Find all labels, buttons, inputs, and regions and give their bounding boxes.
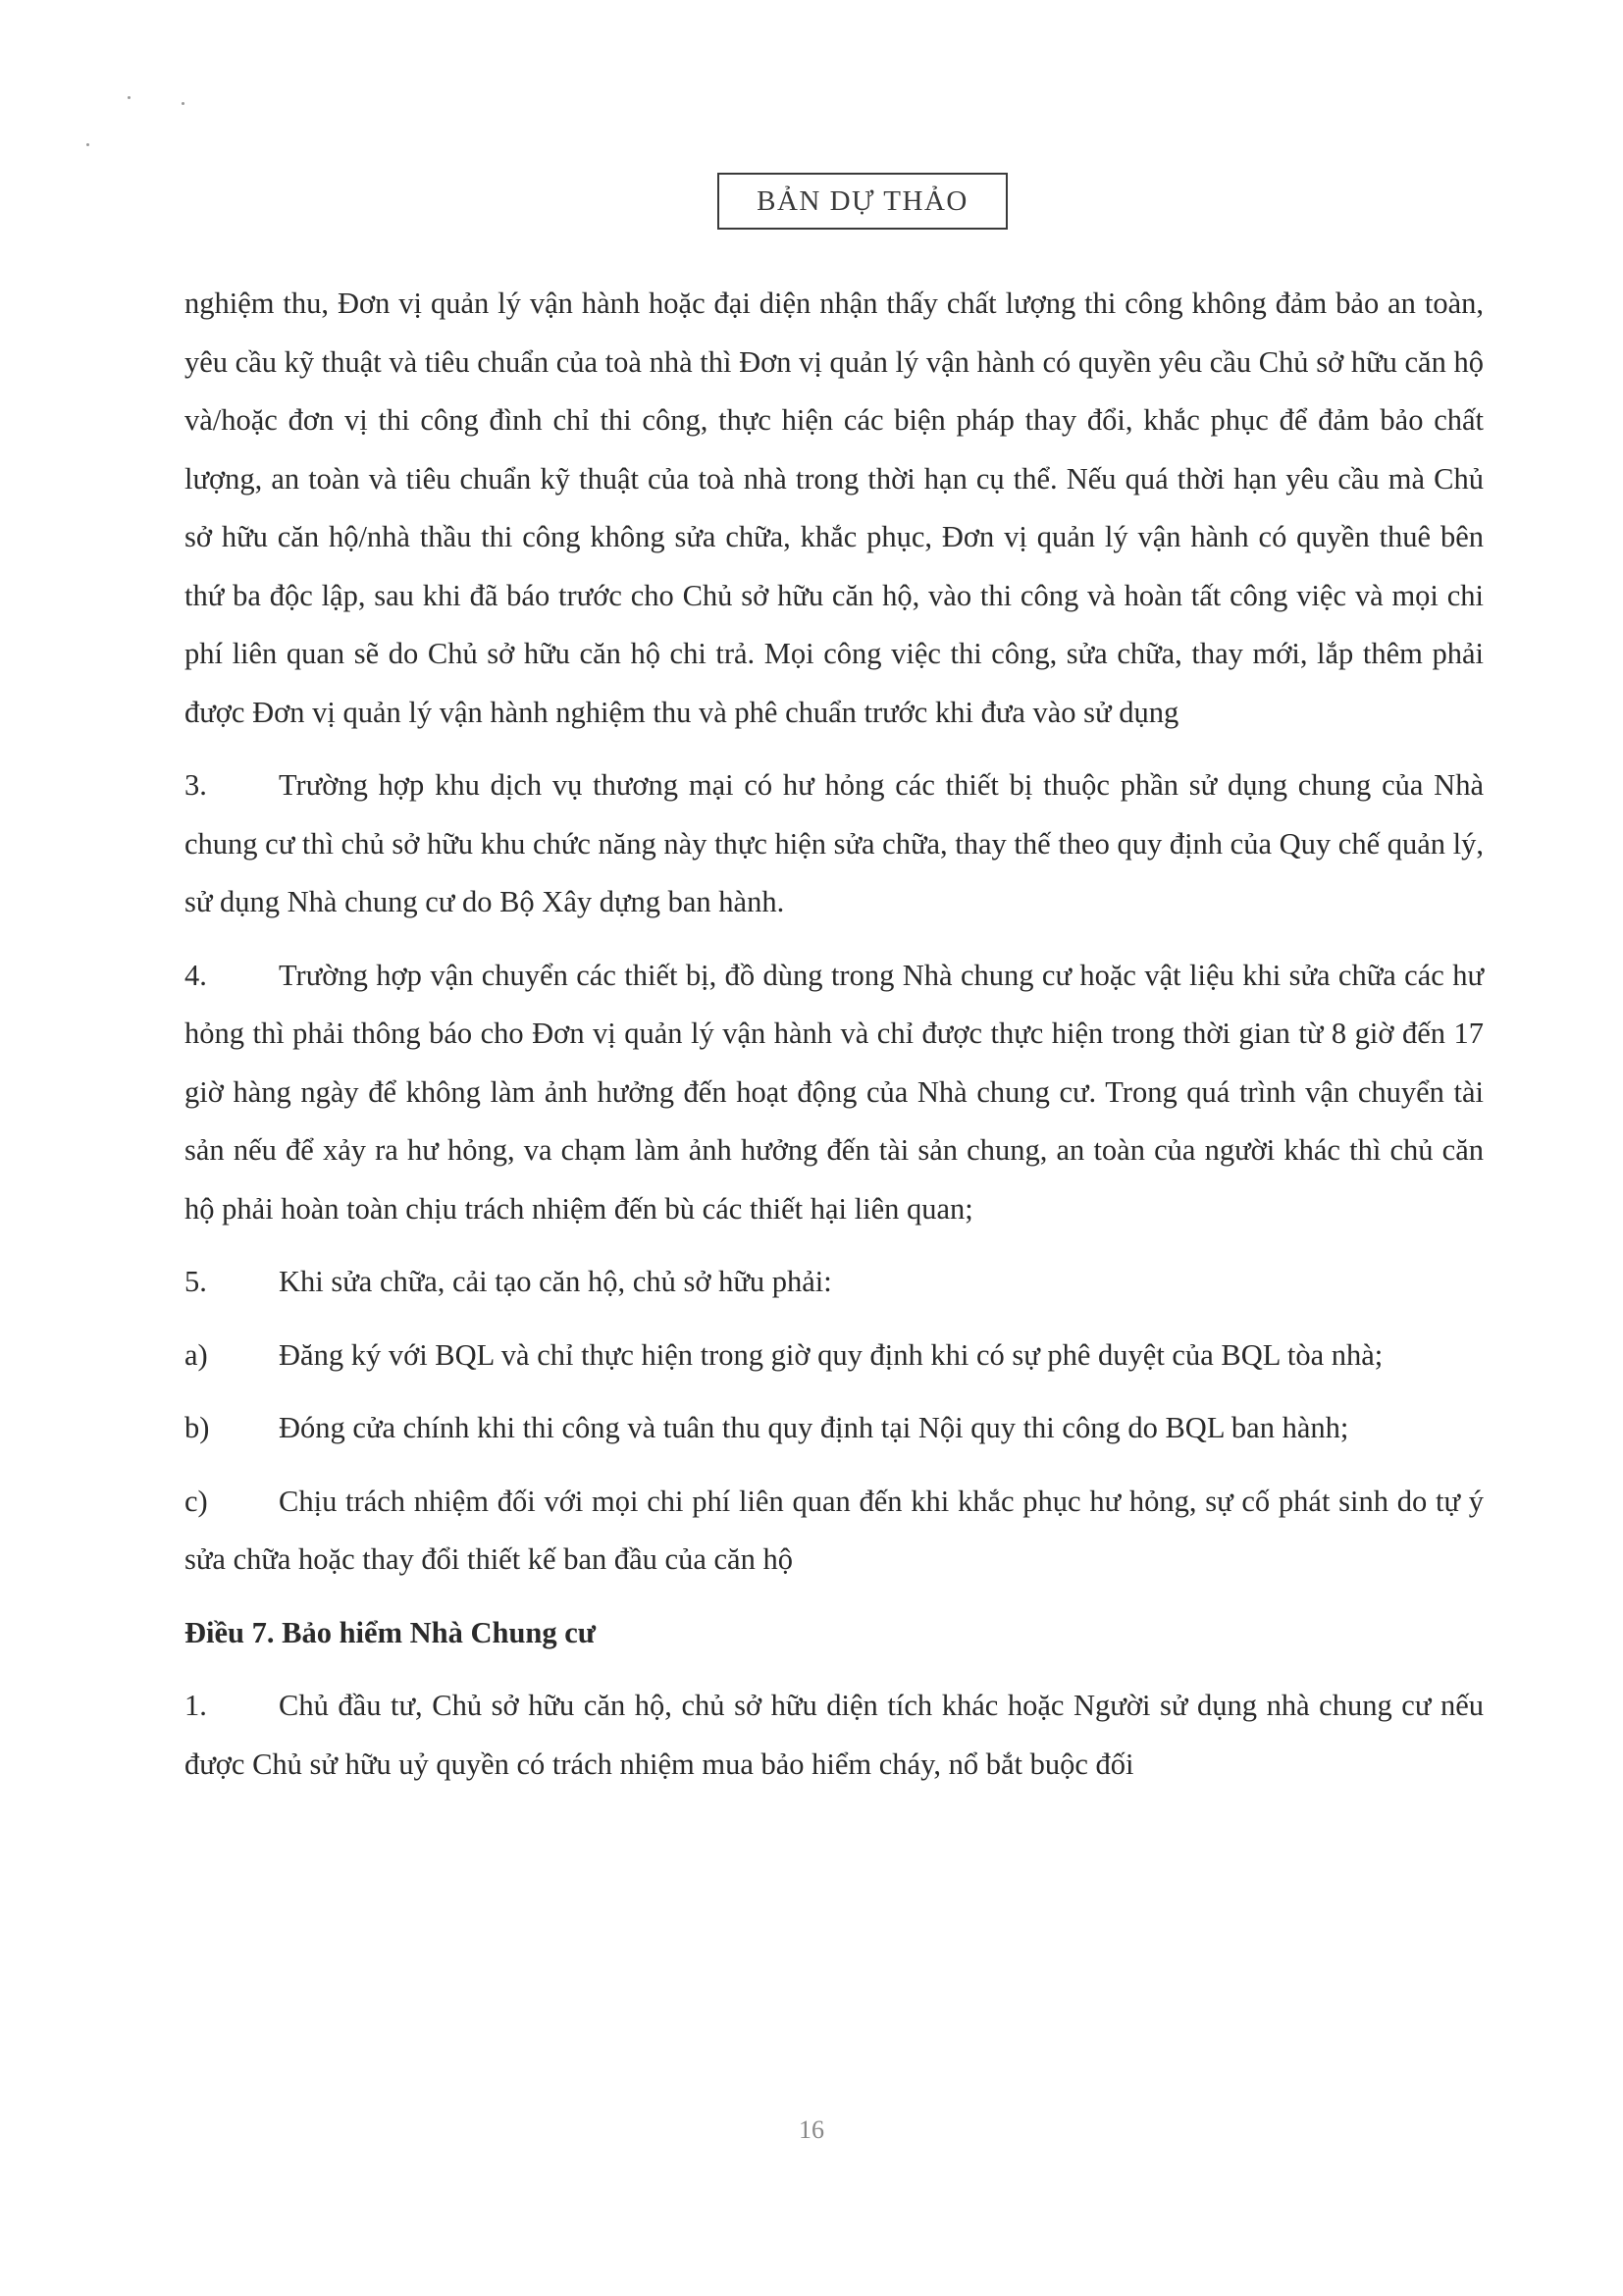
scan-speck	[128, 96, 131, 99]
document-body	[184, 275, 1484, 1808]
paragraph-continuation	[184, 275, 1484, 742]
sub-clause-text: Chịu trách nhiệm đối với mọi chi phí liên quan đến khi khắc phục hư hỏng, sự cố phát sinh do tự ý sửa chữa hoặc thay đổi thiết kế ban đầu của căn hộ	[184, 1484, 1484, 1576]
sub-clause-text: Đăng ký với BQL và chỉ thực hiện trong giờ quy định khi có sự phê duyệt của BQL tòa nhà;	[279, 1337, 1384, 1372]
clause-4	[184, 947, 1484, 1239]
clause-text: Trường hợp khu dịch vụ thương mại có hư hỏng các thiết bị thuộc phần sử dụng chung của Nhà chung cư thì chủ sở hữu khu chức năng này thực hiện sửa chữa, thay thế theo quy định của Quy chế quản lý, sử dụng Nhà chung cư do Bộ Xây dựng ban hành.	[184, 768, 1484, 918]
article-clause-1	[184, 1677, 1484, 1794]
clause-text: Chủ đầu tư, Chủ sở hữu căn hộ, chủ sở hữu diện tích khác hoặc Người sử dụng nhà chung cư nếu được Chủ sử hữu uỷ quyền có trách nhiệm mua bảo hiểm cháy, nổ bắt buộc đối	[184, 1689, 1484, 1781]
clause-number: 5.	[184, 1265, 207, 1298]
clause-text: Trường hợp vận chuyển các thiết bị, đồ dùng trong Nhà chung cư hoặc vật liệu khi sửa chữa các hư hỏng thì phải thông báo cho Đơn vị quản lý vận hành và chỉ được thực hiện trong thời gian từ 8 giờ đến 17 giờ hàng ngày để không làm ảnh hưởng đến hoạt động của Nhà chung cư. Trong quá trình vận chuyển tài sản nếu để xảy ra hư hỏng, va chạm làm ảnh hưởng đến tài sản chung, an toàn của người khác thì chủ căn hộ phải hoàn toàn chịu trách nhiệm đến bù các thiết hại liên quan;	[184, 958, 1484, 1226]
paragraph-text: nghiệm thu, Đơn vị quản lý vận hành hoặc đại diện nhận thấy chất lượng thi công không đảm bảo an toàn, yêu cầu kỹ thuật và tiêu chuẩn của toà nhà thì Đơn vị quản lý vận hành có quyền yêu cầu Chủ sở hữu căn hộ và/hoặc đơn vị thi công đình chỉ thi công, thực hiện các biện pháp thay đổi, khắc phục để đảm bảo chất lượng, an toàn và tiêu chuẩn kỹ thuật của toà nhà trong thời hạn cụ thể. Nếu quá thời hạn yêu cầu mà Chủ sở hữu căn hộ/nhà thầu thi công không sửa chữa, khắc phục, Đơn vị quản lý vận hành có quyền thuê bên thứ ba độc lập, sau khi đã báo trước cho Chủ sở hữu căn hộ, vào thi công và hoàn tất công việc và mọi chi phí liên quan sẽ do Chủ sở hữu căn hộ chi trả. Mọi công việc thi công, sửa chữa, thay mới, lắp thêm phải được Đơn vị quản lý vận hành nghiệm thu và phê chuẩn trước khi đưa vào sử dụng	[184, 287, 1484, 729]
clause-number: 3.	[184, 768, 207, 802]
scan-speck	[182, 102, 184, 105]
clause-5	[184, 1253, 1484, 1312]
scan-speck	[86, 143, 89, 146]
clause-number: 1.	[184, 1689, 207, 1722]
sub-clause-letter: c)	[184, 1484, 208, 1518]
clause-text: Khi sửa chữa, cải tạo căn hộ, chủ sở hữu phải:	[279, 1265, 832, 1298]
page-number: 16	[799, 2115, 824, 2144]
draft-label: BẢN DỰ THẢO	[757, 184, 969, 217]
clause-number: 4.	[184, 958, 207, 992]
sub-clause-c	[184, 1473, 1484, 1590]
sub-clause-text: Đóng cửa chính khi thi công và tuân thu quy định tại Nội quy thi công do BQL ban hành;	[279, 1411, 1349, 1444]
sub-clause-letter: a)	[184, 1337, 208, 1372]
draft-stamp	[717, 173, 1008, 230]
sub-clause-b	[184, 1399, 1484, 1458]
sub-clause-letter: b)	[184, 1411, 210, 1444]
sub-clause-a	[184, 1327, 1484, 1385]
article-heading: Điều 7. Bảo hiểm Nhà Chung cư	[184, 1615, 597, 1649]
clause-3	[184, 757, 1484, 932]
